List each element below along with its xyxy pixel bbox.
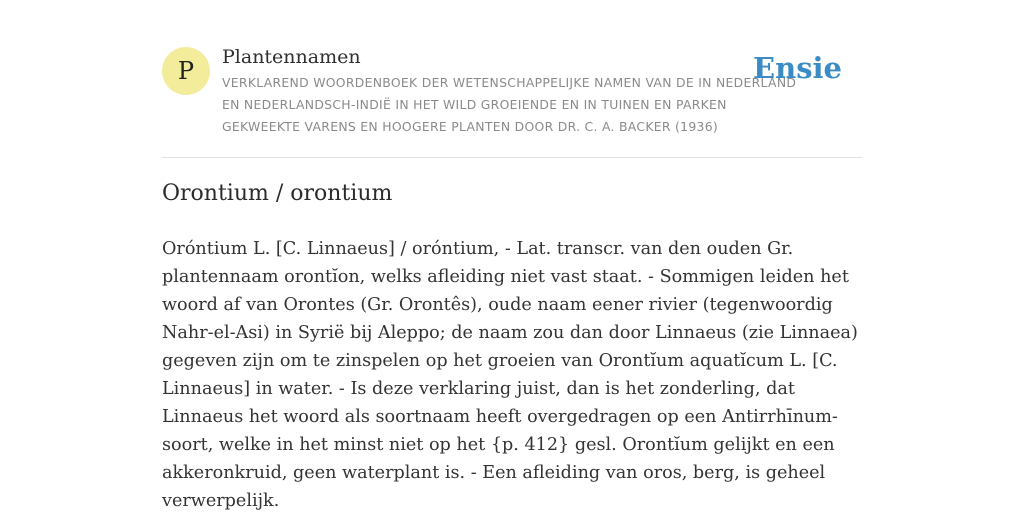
dictionary-subtitle: VERKLAREND WOORDENBOEK DER WETENSCHAPPELIJKE NAMEN VAN DE IN NEDERLAND EN NEDERLANDSCH-INDIË IN HET WILD GROEIENDE EN IN TUINEN EN PARKEN GEKWEEKTE VARENS EN HOOGERE PLANTEN DOOR DR. C. A. BACKER (1936) — [222, 75, 797, 134]
entry-definition: Oróntium L. [C. Linnaeus] / oróntium, - Lat. transcr. van den ouden Gr. plantennaam orontĭon, welks afleiding niet vast staat. - Sommigen leiden het woord af van Orontes (Gr. Orontês), oude naam eener rivier (tegenwoordig Nahr-el-Asi) in Syrië bij Aleppo; de naam zou dan door Linnaeus (zie Linnaea) gegeven zijn om te zinspelen op het groeien van Orontĭum aquatĭcum L. [C. Linnaeus] in water. - Is deze verklaring juist, dan is het zonderling, dat Linnaeus het woord als soortnaam heeft overgedragen op een Antirrhīnum-soort, welke in het minst niet op het {p. 412} gesl. Orontĭum gelijkt en een akkeronkruid, geen waterplant is. - Een afleiding van oros, berg, is geheel verwerpelijk. — [162, 239, 858, 511]
dictionary-header — [162, 46, 862, 158]
ensie-logo-link[interactable]: Ensie — [753, 51, 842, 85]
entry-title: Orontium / orontium — [162, 181, 393, 206]
header-divider — [162, 157, 862, 158]
dictionary-title-link[interactable]: Plantennamen — [222, 46, 361, 68]
dictionary-avatar[interactable]: P — [162, 47, 210, 95]
